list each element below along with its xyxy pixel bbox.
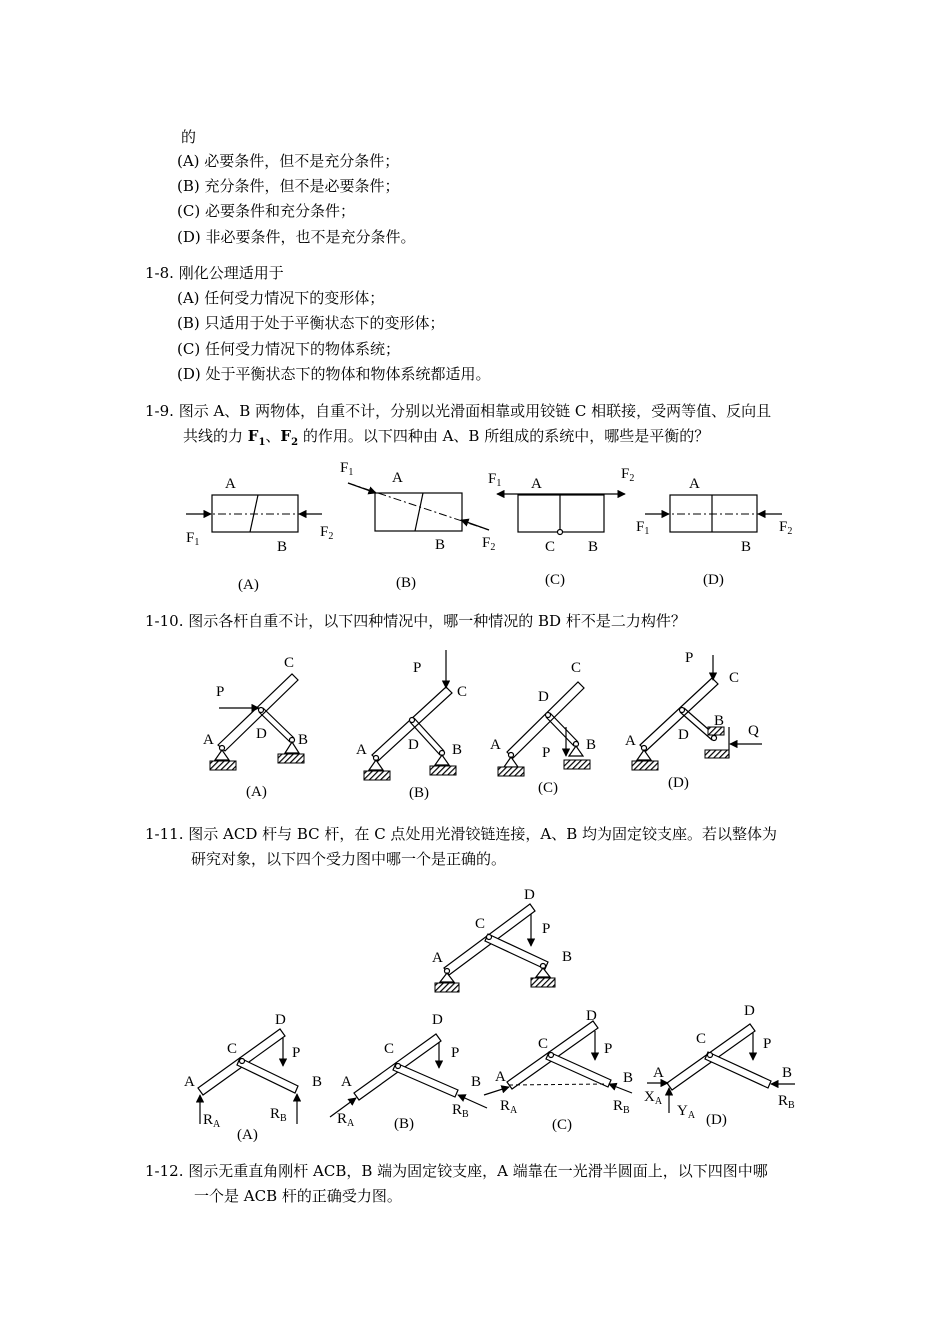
label-b: B bbox=[562, 949, 573, 965]
label-f1: $F_1$ bbox=[488, 471, 502, 489]
label-b: B bbox=[741, 539, 752, 555]
label-p: P bbox=[216, 684, 225, 700]
label-f1: $F_1$ bbox=[636, 519, 650, 537]
force-f2-label: $F_2$ bbox=[280, 427, 299, 448]
label-p: P bbox=[604, 1041, 613, 1057]
fig-caption: (B) bbox=[394, 1116, 414, 1132]
fig-caption: (A) bbox=[238, 577, 259, 593]
q17-tail: 的 bbox=[181, 128, 197, 146]
label-b: B bbox=[435, 537, 446, 553]
label-c: C bbox=[284, 655, 295, 671]
label-d: D bbox=[408, 737, 419, 753]
label-a: A bbox=[203, 732, 214, 748]
q111-figure-b bbox=[330, 1012, 487, 1132]
label-b: B bbox=[312, 1074, 323, 1090]
q17-option-a: (A) 必要条件，但不是充分条件； bbox=[177, 152, 400, 170]
label-f2: $F_2$ bbox=[779, 519, 793, 537]
q18-stem: 1-8. 刚化公理适用于 bbox=[145, 264, 284, 282]
label-a: A bbox=[689, 476, 700, 492]
q19-figure-b bbox=[340, 460, 495, 591]
label-xa: $X_A$ bbox=[644, 1089, 663, 1107]
label-b: B bbox=[452, 742, 463, 758]
label-d: D bbox=[275, 1012, 286, 1028]
label-rb: $R_B$ bbox=[452, 1102, 469, 1120]
label-d: D bbox=[586, 1008, 597, 1024]
q18-option-d: (D) 处于平衡状态下的物体和物体系统都适用。 bbox=[177, 365, 491, 383]
fig-caption: (A) bbox=[237, 1127, 258, 1143]
q111-stem-line2: 研究对象，以下四个受力图中哪一个是正确的。 bbox=[191, 850, 507, 868]
label-a: A bbox=[625, 733, 636, 749]
label-a: A bbox=[392, 470, 403, 486]
q17-option-d: (D) 非必要条件，也不是充分条件。 bbox=[177, 228, 416, 246]
q18-option-c: (C) 任何受力情况下的物体系统； bbox=[177, 340, 400, 358]
label-p: P bbox=[542, 921, 551, 937]
q112-stem-line1: 1-12. 图示无重直角刚杆 ACB，B 端为固定铰支座，A 端靠在一光滑半圆面上，以下四图中哪 bbox=[145, 1162, 768, 1180]
label-rb: $R_B$ bbox=[613, 1098, 630, 1116]
q111-figure-a bbox=[184, 1012, 322, 1143]
label-f2: $F_2$ bbox=[482, 535, 496, 553]
q17-option-b: (B) 充分条件，但不是必要条件； bbox=[177, 177, 400, 195]
q19-figure-a bbox=[186, 476, 333, 593]
label-p: P bbox=[763, 1036, 772, 1052]
label-f2: $F_2$ bbox=[621, 466, 635, 484]
label-ra: $R_A$ bbox=[203, 1112, 221, 1130]
label-c: C bbox=[571, 660, 582, 676]
label-q: Q bbox=[748, 723, 759, 739]
label-a: A bbox=[531, 476, 542, 492]
label-b: B bbox=[277, 539, 288, 555]
q18-option-a: (A) 任何受力情况下的变形体； bbox=[177, 289, 385, 307]
force-f1-label: $F_1$ bbox=[247, 427, 266, 448]
label-p: P bbox=[685, 650, 694, 666]
label-c: C bbox=[729, 670, 740, 686]
label-p: P bbox=[542, 745, 551, 761]
label-a: A bbox=[225, 476, 236, 492]
fig-caption: (B) bbox=[396, 575, 416, 591]
label-d: D bbox=[538, 689, 549, 705]
label-rb: $R_B$ bbox=[270, 1106, 287, 1124]
q19-figure-d bbox=[636, 476, 792, 588]
label-d: D bbox=[678, 727, 689, 743]
label-a: A bbox=[653, 1065, 664, 1081]
label-b: B bbox=[623, 1070, 634, 1086]
label-ra: $R_A$ bbox=[500, 1098, 518, 1116]
label-b: B bbox=[714, 713, 725, 729]
label-c: C bbox=[538, 1036, 549, 1052]
q111-figure-c bbox=[484, 1008, 633, 1133]
fig-caption: (D) bbox=[706, 1112, 727, 1128]
label-p: P bbox=[451, 1045, 460, 1061]
fig-caption: (C) bbox=[552, 1117, 572, 1133]
label-c: C bbox=[545, 539, 556, 555]
q18-option-b: (B) 只适用于处于平衡状态下的变形体； bbox=[177, 314, 445, 332]
label-d: D bbox=[256, 726, 267, 742]
label-f1: $F_1$ bbox=[340, 460, 354, 478]
fig-caption: (B) bbox=[409, 785, 429, 801]
label-a: A bbox=[341, 1074, 352, 1090]
label-ra: $R_A$ bbox=[337, 1111, 355, 1129]
label-b: B bbox=[588, 539, 599, 555]
q19-figure-c bbox=[488, 466, 634, 588]
q19-stem-line2: 共线的力 $F_1$、$F_2$ 的作用。以下四种由 A、B 所组成的系统中，哪些是平衡的？ bbox=[183, 427, 710, 448]
q110-figure-d bbox=[625, 650, 762, 791]
q110-figure-c bbox=[490, 660, 596, 796]
label-a: A bbox=[184, 1074, 195, 1090]
label-ya: $Y_A$ bbox=[677, 1103, 696, 1121]
label-p: P bbox=[292, 1045, 301, 1061]
fig-caption: (D) bbox=[703, 572, 724, 588]
q19-stem-line1: 1-9. 图示 A、B 两物体，自重不计，分别以光滑面相靠或用铰链 C 相联接，受两等值、反向且 bbox=[145, 402, 772, 420]
label-c: C bbox=[227, 1041, 238, 1057]
label-b: B bbox=[298, 732, 309, 748]
label-d: D bbox=[744, 1003, 755, 1019]
label-p: P bbox=[413, 660, 422, 676]
label-b: B bbox=[586, 737, 597, 753]
label-c: C bbox=[696, 1031, 707, 1047]
label-a: A bbox=[356, 742, 367, 758]
q112-stem-line2: 一个是 ACB 杆的正确受力图。 bbox=[194, 1187, 402, 1205]
label-b: B bbox=[782, 1065, 793, 1081]
label-d: D bbox=[524, 887, 535, 903]
q110-figure-a bbox=[203, 655, 308, 800]
fig-caption: (C) bbox=[545, 572, 565, 588]
fig-caption: (A) bbox=[246, 784, 267, 800]
label-f1: $F_1$ bbox=[186, 530, 200, 548]
fig-caption: (C) bbox=[538, 780, 558, 796]
q110-figure-b bbox=[356, 650, 467, 801]
q111-figure-d bbox=[644, 1003, 795, 1128]
label-a: A bbox=[432, 950, 443, 966]
label-a: A bbox=[495, 1069, 506, 1085]
label-b: B bbox=[471, 1074, 482, 1090]
label-c: C bbox=[384, 1041, 395, 1057]
label-a: A bbox=[490, 737, 501, 753]
q111-figure-main bbox=[432, 887, 572, 992]
label-c: C bbox=[457, 684, 468, 700]
label-d: D bbox=[432, 1012, 443, 1028]
label-rb: $R_B$ bbox=[778, 1093, 795, 1111]
q111-stem-line1: 1-11. 图示 ACD 杆与 BC 杆，在 C 点处用光滑铰链连接，A、B 均为固定铰支座。若以整体为 bbox=[145, 825, 778, 843]
fig-caption: (D) bbox=[668, 775, 689, 791]
q17-option-c: (C) 必要条件和充分条件； bbox=[177, 202, 355, 220]
label-f2: $F_2$ bbox=[320, 524, 334, 542]
label-c: C bbox=[475, 916, 486, 932]
q110-stem: 1-10. 图示各杆自重不计，以下四种情况中，哪一种情况的 BD 杆不是二力构件？ bbox=[145, 612, 686, 630]
